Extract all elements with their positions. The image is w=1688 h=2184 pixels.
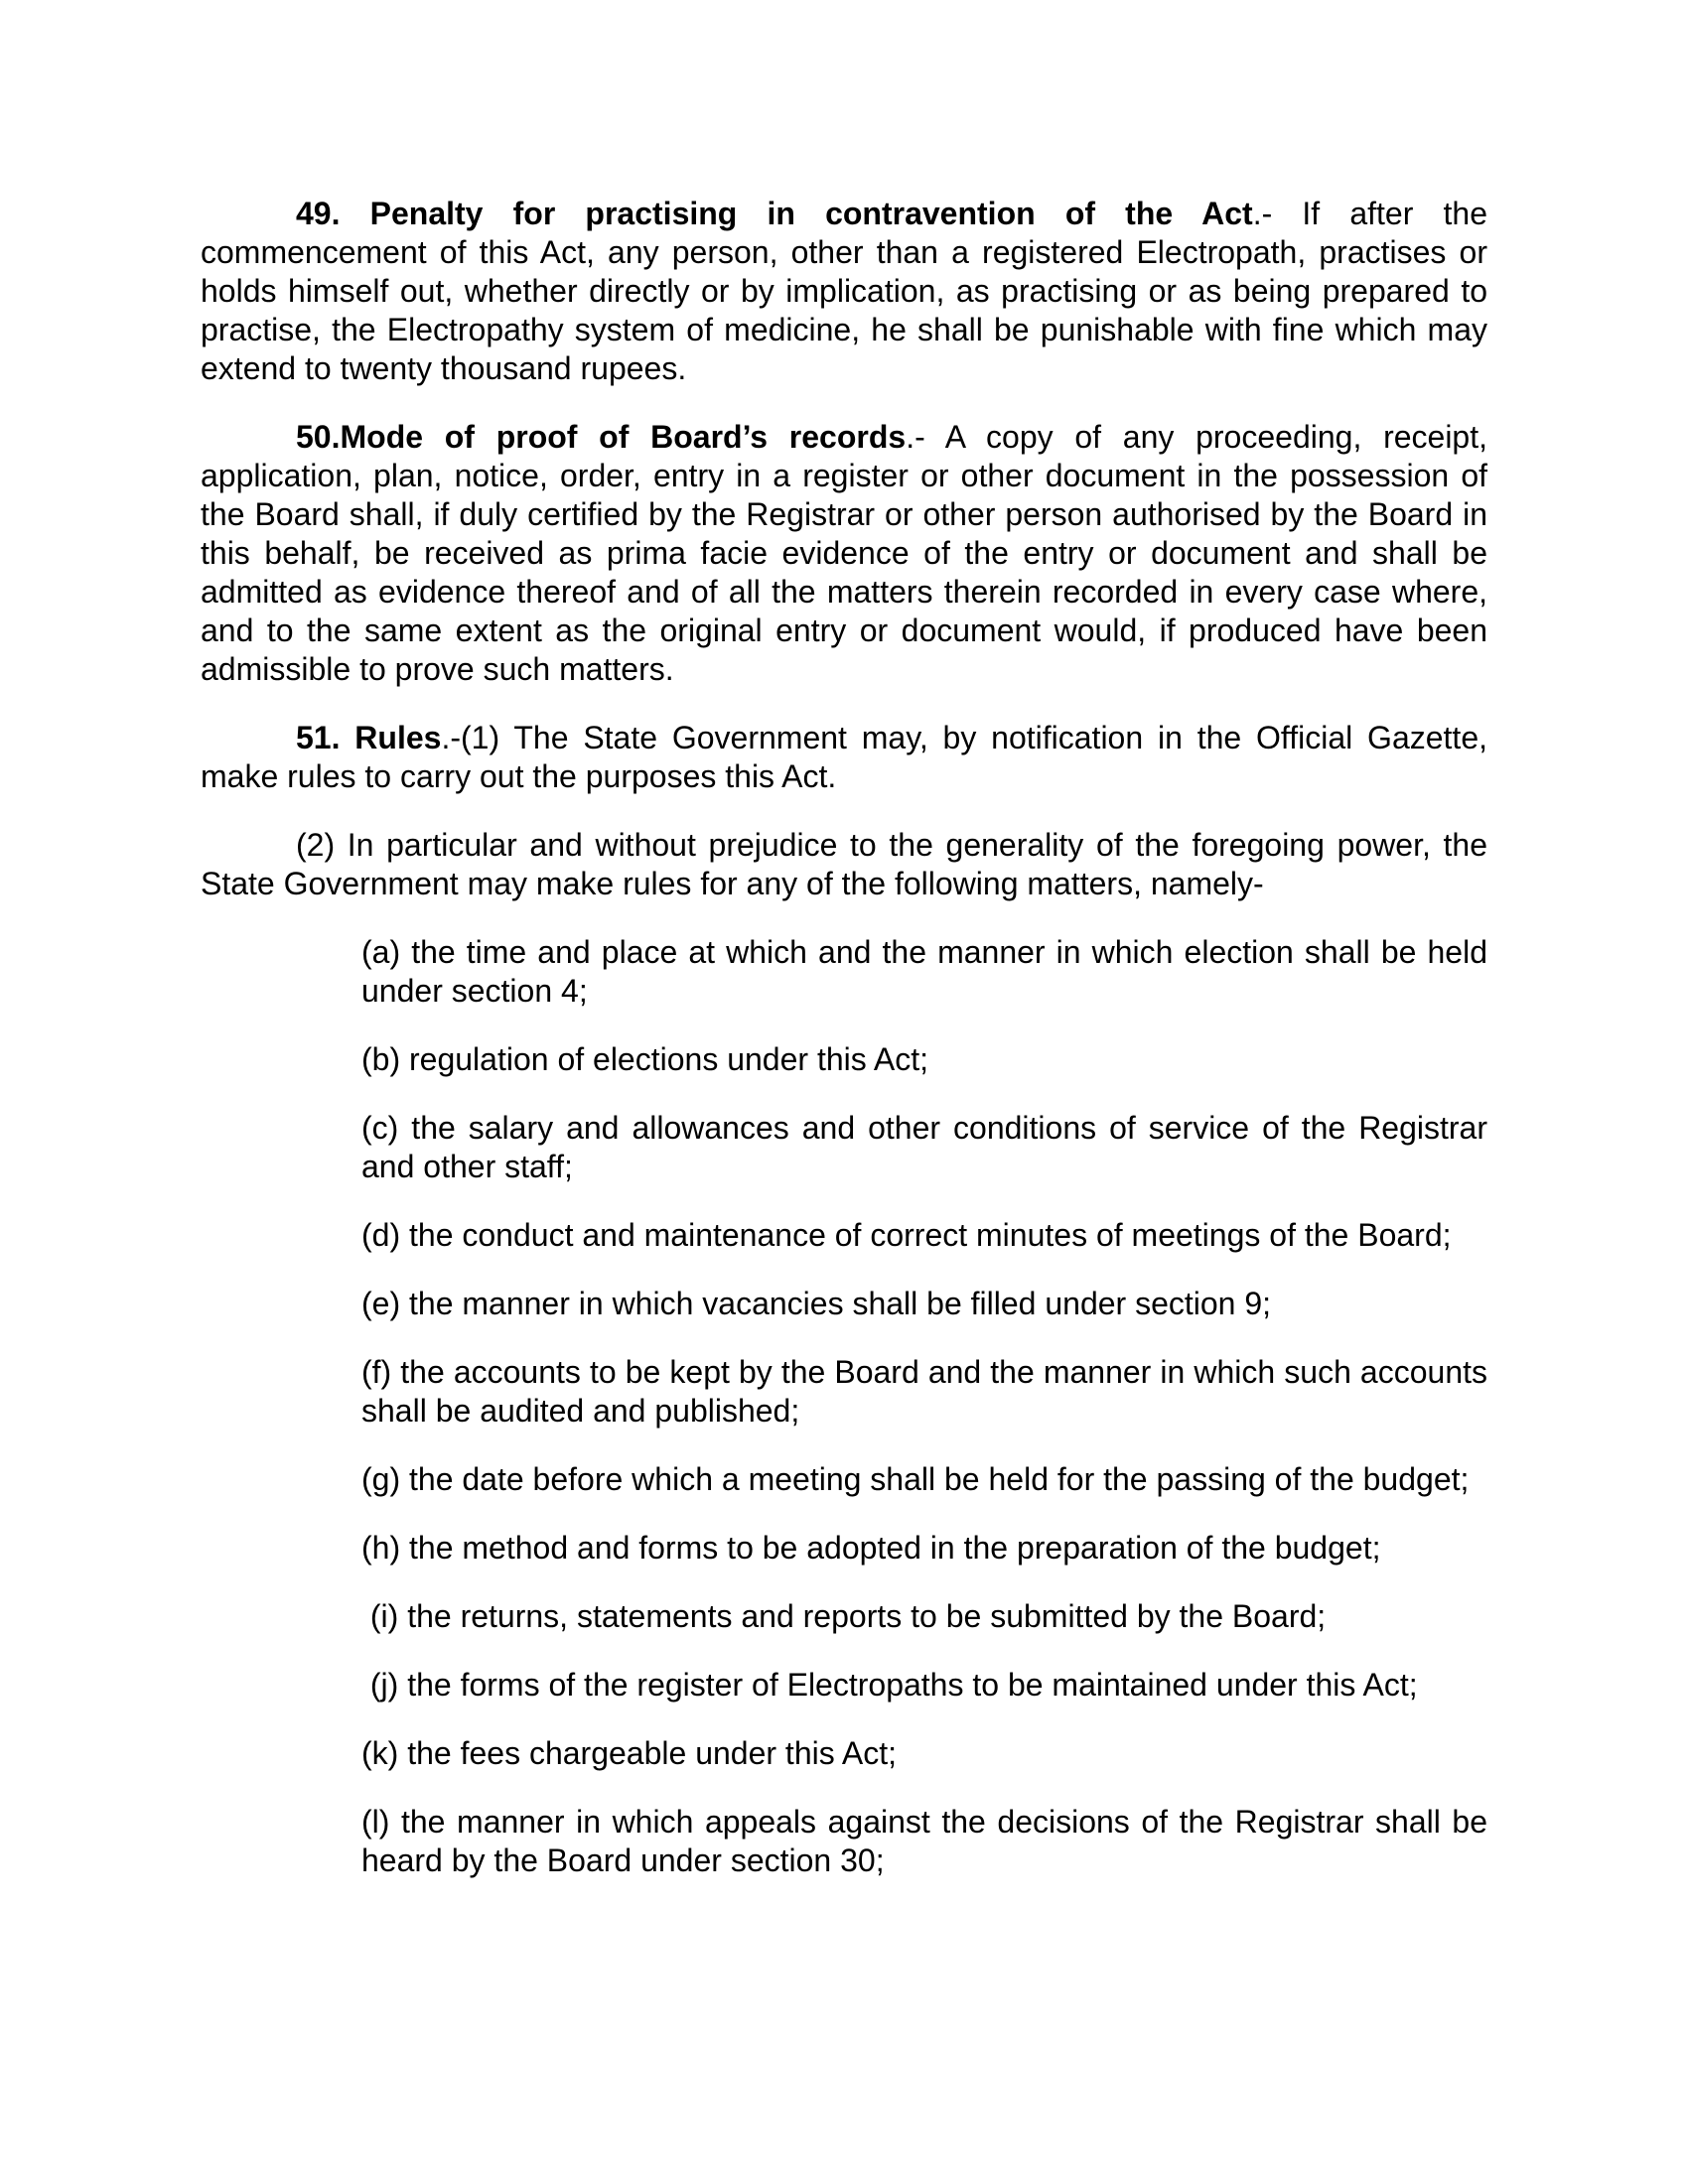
section-49-paragraph (201, 195, 1487, 388)
clause-h-text: the method and forms to be adopted in the preparation of the budget; (409, 1530, 1381, 1566)
clause-g (361, 1460, 1487, 1499)
clause-b (361, 1040, 1487, 1079)
clause-i-text: the returns, statements and reports to be submitted by the Board; (407, 1598, 1327, 1634)
clause-l-text: the manner in which appeals against the decisions of the Registrar shall be heard by the Board under section 30; (361, 1804, 1487, 1878)
section-50-heading: 50.Mode of proof of Board’s records (296, 419, 907, 455)
clause-d-text: the conduct and maintenance of correct minutes of meetings of the Board; (409, 1217, 1452, 1253)
clause-a-text: the time and place at which and the manner in which election shall be held under section 4; (361, 934, 1488, 1009)
clause-l (361, 1803, 1487, 1880)
clause-c-text: the salary and allowances and other conditions of service of the Registrar and other staff; (361, 1110, 1488, 1184)
section-51-body: .-(1) The State Government may, by notification in the Official Gazette, make rules to carry out the purposes this Act. (201, 720, 1488, 794)
clause-h-label: (h) (361, 1530, 401, 1566)
subsection-2-paragraph: (2) In particular and without prejudice to the generality of the foregoing power, the State Government may make rules for any of the following matters, namely- (201, 827, 1487, 901)
section-49-heading: 49. Penalty for practising in contravention of the Act (296, 196, 1253, 231)
clause-k-text: the fees chargeable under this Act; (407, 1735, 897, 1771)
section-50-body: .- A copy of any proceeding, receipt, application, plan, notice, order, entry in a register or other document in the possession of the Board shall, if duly certified by the Registrar or other person authorised by the Board in this behalf, be received as prima facie evidence of the entry or document and shall be admitted as evidence thereof and of all the matters therein recorded in every case where, and to the same extent as the original entry or document would, if produced have been admissible to prove such matters. (201, 419, 1488, 687)
clause-g-text: the date before which a meeting shall be held for the passing of the budget; (409, 1461, 1470, 1497)
clause-g-label: (g) (361, 1461, 401, 1497)
section-51-paragraph (201, 719, 1487, 796)
clause-b-text: regulation of elections under this Act; (409, 1041, 928, 1077)
clause-f (361, 1353, 1487, 1431)
clause-k-label: (k) (361, 1735, 399, 1771)
clause-c-label: (c) (361, 1110, 399, 1146)
clause-f-text: the accounts to be kept by the Board and the manner in which such accounts shall be audited and published; (361, 1354, 1488, 1429)
clause-a-label: (a) (361, 934, 401, 970)
document-page (201, 195, 1487, 1910)
section-50-paragraph (201, 418, 1487, 689)
clause-l-label: (l) (361, 1804, 390, 1840)
section-49-body: .- If after the commencement of this Act, any person, other than a registered Electropath, practises or holds himself out, whether directly or by implication, as practising or as being prepared to practise, the Electropathy system of medicine, he shall be punishable with fine which may extend to twenty thousand rupees. (201, 196, 1488, 386)
clause-j-text: the forms of the register of Electropaths to be maintained under this Act; (407, 1667, 1418, 1703)
clause-e-text: the manner in which vacancies shall be filled under section 9; (409, 1286, 1272, 1321)
clause-k (361, 1734, 1487, 1773)
clause-j (361, 1666, 1487, 1705)
clause-i-label: (i) (361, 1598, 399, 1634)
section-51-heading: 51. Rules (296, 720, 442, 755)
clause-e-label: (e) (361, 1286, 401, 1321)
clause-d-label: (d) (361, 1217, 401, 1253)
clause-j-label: (j) (361, 1667, 399, 1703)
clause-c (361, 1109, 1487, 1186)
clause-i (361, 1597, 1487, 1636)
clause-b-label: (b) (361, 1041, 401, 1077)
clause-h (361, 1529, 1487, 1568)
clause-f-label: (f) (361, 1354, 392, 1390)
clause-e (361, 1285, 1487, 1323)
clause-d (361, 1216, 1487, 1255)
clause-a (361, 933, 1487, 1011)
